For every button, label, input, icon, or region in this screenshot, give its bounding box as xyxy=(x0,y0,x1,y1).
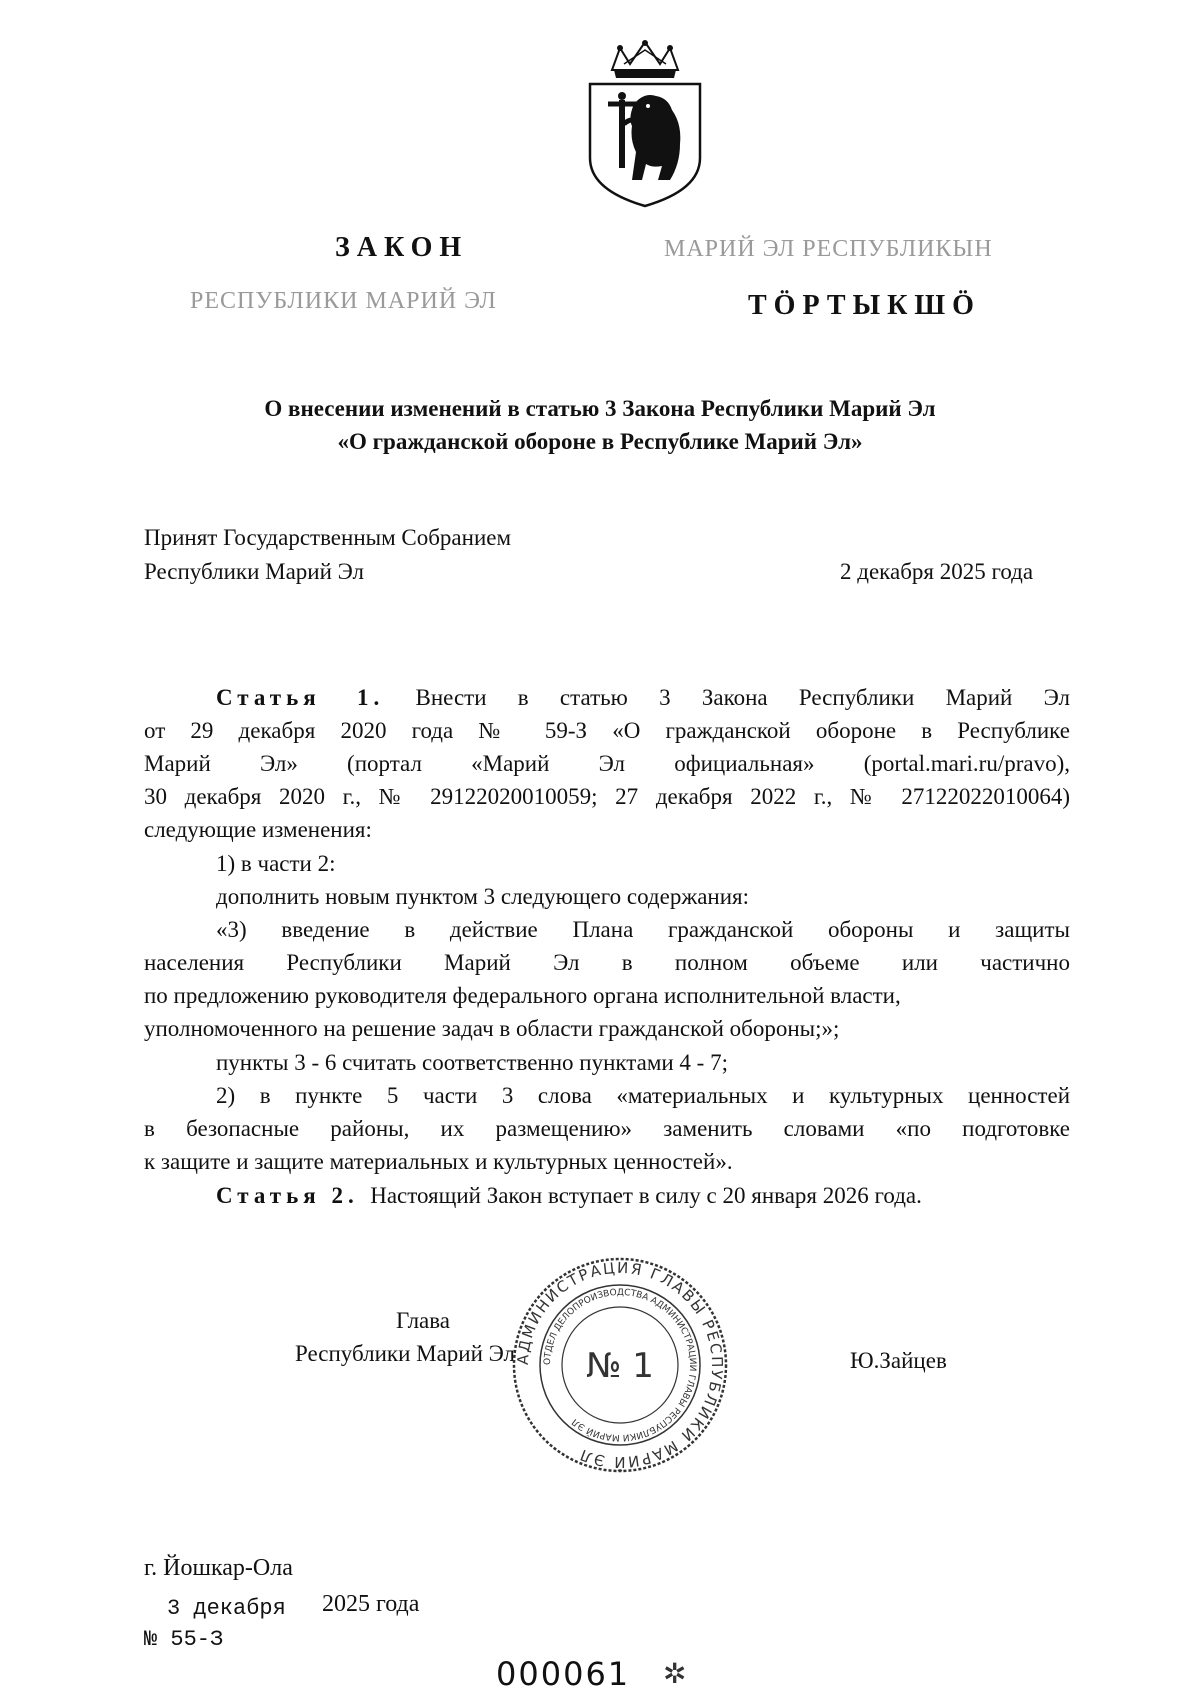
signature-title1: Глава xyxy=(396,1308,451,1333)
svg-text:ОТДЕЛ ДЕЛОПРОИЗВОДСТВА АДМИНИС: ОТДЕЛ ДЕЛОПРОИЗВОДСТВА АДМИНИСТРАЦИИ ГЛАВЫ РЕСПУБЛИКИ МАРИЙ ЭЛ xyxy=(542,1287,698,1443)
article1-line2: от 29 декабря 2020 года № 59-З «О гражданской обороне в Республике xyxy=(144,718,1070,743)
article1-line1 xyxy=(144,682,1070,715)
article1-line5: следующие изменения: xyxy=(144,817,372,842)
signature-title2: Республики Марий Эл xyxy=(295,1341,516,1366)
article1-line8: «3) введение в действие Плана гражданской обороны и защиты xyxy=(216,917,1070,942)
article2-text: Настоящий Закон вступает в силу с 20 января 2026 года. xyxy=(370,1183,922,1208)
article1-label: Статья 1. xyxy=(216,685,385,710)
signing-year: 2025 года xyxy=(322,1591,420,1617)
signing-day: 3 декабря xyxy=(167,1596,286,1621)
article1-line3: Марий Эл» (портал «Марий Эл официальная» (portal.mari.ru/pravo), xyxy=(144,751,1070,776)
official-seal-stamp xyxy=(510,1255,730,1475)
article1-line15: к защите и защите материальных и культурных ценностей». xyxy=(144,1149,733,1174)
law-heading-ru: ЗАКОН xyxy=(335,232,469,263)
article1-line11: уполномоченного на решение задач в области гражданской обороны;»; xyxy=(144,1016,840,1041)
document-title-line2: «О гражданской обороне в Республике Марий Эл» xyxy=(337,429,863,454)
article1-line13: 2) в пункте 5 части 3 слова «материальных и культурных ценностей xyxy=(216,1083,1070,1108)
article1-line10: по предложению руководителя федерального органа исполнительной власти, xyxy=(144,983,901,1008)
article2-line xyxy=(216,1180,922,1212)
article1-line12: пункты 3 - 6 считать соответственно пунктами 4 - 7; xyxy=(216,1050,728,1075)
republic-name-mari: МАРИЙ ЭЛ РЕСПУБЛИКЫН xyxy=(664,236,993,262)
svg-text:АДМИНИСТРАЦИЯ ГЛАВЫ РЕСПУБЛИКИ: АДМИНИСТРАЦИЯ ГЛАВЫ РЕСПУБЛИКИ МАРИЙ ЭЛ xyxy=(513,1258,727,1472)
republic-name-ru: РЕСПУБЛИКИ МАРИЙ ЭЛ xyxy=(190,288,497,314)
serial-number: 000061 xyxy=(496,1655,631,1693)
adoption-line2: Республики Марий Эл xyxy=(144,559,365,584)
article1-line6: 1) в части 2: xyxy=(216,851,336,876)
adoption-date: 2 декабря 2025 года xyxy=(840,559,1034,584)
article1-line7: дополнить новым пунктом 3 следующего содержания: xyxy=(216,884,750,909)
asterisk-icon: ✲ xyxy=(663,1657,687,1690)
place-of-signing: г. Йошкар-Ола xyxy=(144,1555,293,1581)
law-number: № 55-З xyxy=(144,1627,224,1652)
signer-name: Ю.Зайцев xyxy=(850,1348,947,1373)
article1-text: Внести в статью 3 Закона Республики Марий Эл xyxy=(415,685,1070,710)
document-title-line1: О внесении изменений в статью 3 Закона Республики Марий Эл xyxy=(264,396,936,421)
article2-label: Статья 2. xyxy=(216,1183,359,1208)
article1-line9: населения Республики Марий Эл в полном объеме или частично xyxy=(144,950,1070,975)
coat-of-arms-emblem xyxy=(584,40,706,210)
law-heading-mari: ТӦРТЫКШӦ xyxy=(748,290,981,321)
adoption-line1: Принят Государственным Собранием xyxy=(144,525,512,550)
article1-line14: в безопасные районы, их размещению» заменить словами «по подготовке xyxy=(144,1116,1070,1141)
article1-line4: 30 декабря 2020 г., № 29122020010059; 27 декабря 2022 г., № 27122022010064) xyxy=(144,784,1070,809)
svg-text:№ 1: № 1 xyxy=(586,1346,654,1386)
